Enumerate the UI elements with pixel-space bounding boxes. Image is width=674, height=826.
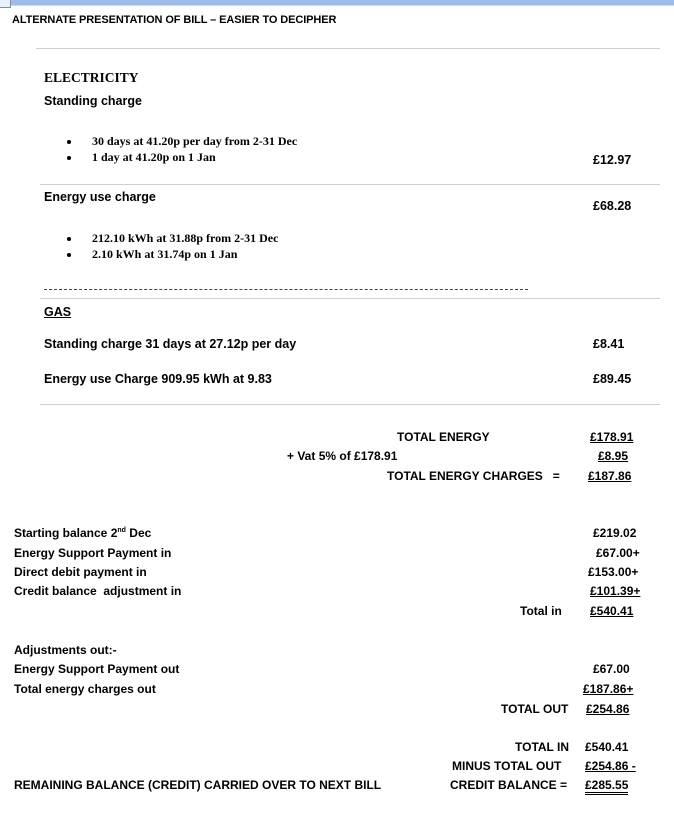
electricity-heading: ELECTRICITY	[44, 70, 139, 85]
adjustments-out-heading: Adjustments out:-	[14, 643, 117, 657]
direct-debit-value: £153.00+	[588, 565, 639, 579]
total-in-value: £540.41	[590, 604, 634, 618]
support-out-label: Energy Support Payment out	[14, 662, 180, 676]
gas-standing-text: Standing charge 31 days at 27.12p per day	[44, 337, 297, 351]
electricity-standing-rule	[40, 184, 660, 185]
electricity-energy-item-1: 212.10 kWh at 31.88p from 2-31 Dec	[92, 231, 279, 245]
credit-adjustment-value: £101.39+	[590, 584, 641, 598]
support-out-value: £67.00	[593, 662, 630, 676]
electricity-standing-label: Standing charge	[44, 94, 142, 108]
electricity-energy-amount: £68.28	[593, 199, 632, 213]
starting-balance-label: Starting balance 2nd Dec	[14, 526, 152, 540]
electricity-energy-label: Energy use charge	[44, 190, 156, 204]
gas-standing-amount: £8.41	[593, 337, 625, 351]
total-out-label: TOTAL OUT	[501, 702, 569, 716]
credit-adjustment-label: Credit balance adjustment in	[14, 584, 182, 598]
remaining-balance-label: REMAINING BALANCE (CREDIT) CARRIED OVER TO NEXT BILL	[14, 778, 382, 792]
direct-debit-label: Direct debit payment in	[14, 565, 147, 579]
electricity-standing-item-2: 1 day at 41.20p on 1 Jan	[92, 150, 216, 164]
section-top-rule	[36, 48, 660, 49]
support-in-value: £67.00+	[596, 546, 640, 560]
bullet-icon	[67, 253, 71, 257]
electricity-standing-item-1: 30 days at 41.20p per day from 2-31 Dec	[92, 134, 298, 148]
gas-energy-amount: £89.45	[593, 372, 632, 386]
bullet-icon	[67, 156, 71, 160]
gas-heading: GAS	[44, 305, 72, 319]
minus-total-out-label: MINUS TOTAL OUT	[452, 759, 562, 773]
section-divider	[44, 289, 528, 290]
electricity-energy-item-2: 2.10 kWh at 31.74p on 1 Jan	[92, 247, 238, 261]
charges-out-value: £187.86+	[583, 682, 634, 696]
page-title: ALTERNATE PRESENTATION OF BILL – EASIER TO DECIPHER	[12, 14, 337, 26]
final-total-in-label: TOTAL IN	[515, 740, 569, 754]
gas-bottom-rule	[40, 404, 660, 405]
electricity-standing-amount: £12.97	[593, 153, 632, 167]
total-out-value: £254.86	[586, 702, 630, 716]
final-total-in-value: £540.41	[585, 740, 629, 754]
total-charges-value: £187.86	[588, 469, 632, 483]
vat-label: + Vat 5% of £178.91	[287, 449, 398, 463]
bullet-icon	[67, 140, 71, 144]
support-in-label: Energy Support Payment in	[14, 546, 172, 560]
gas-energy-text: Energy use Charge 909.95 kWh at 9.83	[44, 372, 272, 386]
total-energy-value: £178.91	[590, 430, 634, 444]
total-in-label: Total in	[520, 604, 562, 618]
credit-balance-value: £285.55	[585, 778, 628, 795]
window-top-border	[0, 0, 674, 5]
charges-out-label: Total energy charges out	[14, 682, 156, 696]
total-energy-label: TOTAL ENERGY	[397, 430, 490, 444]
gas-top-rule	[40, 298, 660, 299]
total-charges-label: TOTAL ENERGY CHARGES =	[387, 469, 560, 483]
minus-total-out-value: £254.86 -	[585, 759, 636, 773]
credit-balance-label: CREDIT BALANCE =	[450, 778, 568, 792]
bullet-icon	[67, 237, 71, 241]
starting-balance-value: £219.02	[593, 526, 637, 540]
vat-value: £8.95	[598, 449, 629, 463]
ruler-corner-marker	[0, 0, 11, 8]
